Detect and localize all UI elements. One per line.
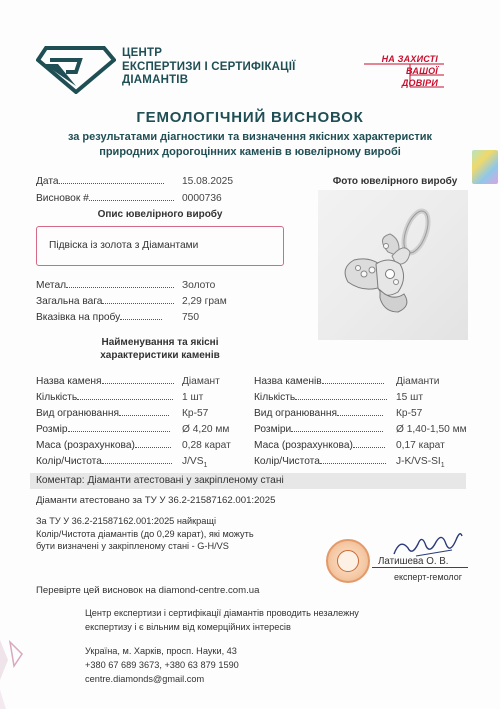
stone-mass-label: Маса (розрахункова) bbox=[36, 440, 135, 451]
certified-text: Діаманти атестовано за ТУ У 36.2-21587162.001:2025 bbox=[36, 495, 276, 506]
stones2-mass-label: Маса (розрахункова) bbox=[254, 440, 353, 451]
stone-name-value: Діамант bbox=[182, 376, 220, 387]
stones2-qty-value: 15 шт bbox=[396, 392, 424, 403]
badge-line2: ВАШОЇ bbox=[406, 66, 438, 76]
note-line1: За ТУ У 36.2-21587162.001:2025 найкращі bbox=[36, 516, 216, 526]
seal-stamp-icon bbox=[326, 539, 370, 583]
hallmark-row bbox=[36, 312, 162, 323]
stones2-cut-label: Вид огранювання bbox=[254, 408, 337, 419]
stone-mass-row bbox=[36, 440, 171, 451]
stone-cut-row bbox=[36, 408, 169, 419]
stone-qty-label: Кількість bbox=[36, 392, 78, 403]
stone-color-row bbox=[36, 456, 172, 467]
hallmark-value: 750 bbox=[182, 312, 199, 323]
stones2-size-row bbox=[254, 424, 383, 435]
org-name-line1: ЦЕНТР bbox=[122, 47, 163, 59]
stone-color-value-wrap bbox=[182, 456, 207, 469]
description-box bbox=[36, 226, 284, 266]
badge-line3: ДОВІРИ bbox=[401, 78, 438, 88]
stones2-name-row bbox=[254, 376, 384, 387]
date-value: 15.08.2025 bbox=[182, 176, 233, 187]
stone-cut-label: Вид огранювання bbox=[36, 408, 119, 419]
note-line2: Колір/Чистота діамантів (до 0,29 карат), які можуть bbox=[36, 528, 254, 539]
stones2-size-value: Ø 1,40-1,50 мм bbox=[396, 424, 467, 435]
stones2-color-value: J-K/VS-SI bbox=[396, 456, 441, 467]
weight-value: 2,29 грам bbox=[182, 296, 227, 307]
stones-heading-line1: Найменування та якісні bbox=[101, 337, 219, 348]
stones2-color-sub: 1 bbox=[440, 462, 445, 470]
stone-color-sub: 1 bbox=[203, 462, 208, 470]
stones2-color-row bbox=[254, 456, 386, 467]
stone-mass-value: 0,28 карат bbox=[182, 440, 231, 451]
stones2-size-label: Розміри bbox=[254, 424, 292, 435]
comment-text: Коментар: Діаманти атестовані у закріпленому стані bbox=[36, 475, 284, 486]
number-row bbox=[36, 193, 174, 204]
signature-line bbox=[372, 567, 468, 568]
number-label: Висновок # bbox=[36, 193, 89, 204]
footer-line2: експертизу і є вільним від комерційних інтересів bbox=[85, 622, 291, 632]
date-row bbox=[36, 176, 164, 187]
subtitle-line1: за результатами діагностики та визначення якісних характеристик bbox=[67, 131, 433, 143]
date-label: Дата bbox=[36, 176, 59, 187]
stones2-mass-value: 0,17 карат bbox=[396, 440, 445, 451]
jewelry-photo bbox=[318, 190, 468, 340]
metal-value: Золото bbox=[182, 280, 216, 291]
trust-badge bbox=[358, 52, 446, 90]
diamond-logo-icon bbox=[36, 42, 116, 94]
photo-heading: Фото ювелірного виробу bbox=[332, 176, 458, 187]
hallmark-label: Вказівка на пробу bbox=[36, 312, 121, 323]
org-name bbox=[122, 47, 296, 88]
badge-line1: НА ЗАХИСТІ bbox=[381, 54, 438, 64]
note-block bbox=[36, 515, 254, 553]
stones2-name-value: Діаманти bbox=[396, 376, 440, 387]
stones2-color-label: Колір/Чистота bbox=[254, 456, 320, 467]
stone-name-row bbox=[36, 376, 174, 387]
stones2-cut-value: Кр-57 bbox=[396, 408, 423, 419]
stone-color-value: J/VS bbox=[182, 456, 204, 467]
footer-phones: +380 67 689 3673, +380 63 879 1590 bbox=[85, 660, 239, 670]
number-value: 0000736 bbox=[182, 193, 222, 204]
note-line3: бути визначені у закріпленому стані - G-H/VS bbox=[36, 541, 229, 551]
signer-title: експерт-гемолог bbox=[394, 572, 463, 582]
description-heading: Опис ювелірного виробу bbox=[97, 209, 223, 220]
org-name-line3: ДІАМАНТІВ bbox=[122, 74, 189, 86]
badge-underline-icon bbox=[364, 63, 444, 91]
document-subtitle bbox=[0, 130, 500, 160]
verify-text: Перевірте цей висновок на diamond-centre.com.ua bbox=[36, 585, 260, 596]
stones2-mass-row bbox=[254, 440, 385, 451]
stone-size-value: Ø 4,20 мм bbox=[182, 424, 230, 435]
stones2-name-label: Назва каменів bbox=[254, 376, 322, 387]
stones-heading bbox=[36, 336, 284, 362]
metal-label: Метал bbox=[36, 280, 67, 291]
subtitle-line2: природних дорогоцінних каменів в ювелірному виробі bbox=[99, 146, 401, 158]
decorative-diamond-icon bbox=[0, 620, 40, 709]
footer-line1: Центр експертизи і сертифікації діамантів проводить незалежну bbox=[85, 608, 359, 618]
footer-block bbox=[85, 606, 359, 686]
stones-heading-line2: характеристики каменів bbox=[100, 350, 220, 361]
weight-row bbox=[36, 296, 174, 307]
stone-size-row bbox=[36, 424, 170, 435]
description-value: Підвіска із золота з Діамантами bbox=[49, 240, 199, 251]
weight-label: Загальна вага bbox=[36, 296, 103, 307]
document-title: ГЕМОЛОГІЧНИЙ ВИСНОВОК bbox=[136, 109, 364, 126]
stone-size-label: Розмір bbox=[36, 424, 68, 435]
stone-name-label: Назва каменя bbox=[36, 376, 102, 387]
metal-row bbox=[36, 280, 174, 291]
stones2-qty-label: Кількість bbox=[254, 392, 296, 403]
pendant-image bbox=[318, 190, 468, 340]
stones2-color-value-wrap bbox=[396, 456, 445, 469]
stone-cut-value: Кр-57 bbox=[182, 408, 209, 419]
footer-email: centre.diamonds@gmail.com bbox=[85, 674, 205, 684]
stones2-qty-row bbox=[254, 392, 387, 403]
stone-color-label: Колір/Чистота bbox=[36, 456, 102, 467]
stones2-cut-row bbox=[254, 408, 383, 419]
stone-qty-value: 1 шт bbox=[182, 392, 204, 403]
org-name-line2: ЕКСПЕРТИЗИ І СЕРТИФІКАЦІЇ bbox=[122, 60, 296, 73]
footer-address: Україна, м. Харків, просп. Науки, 43 bbox=[85, 646, 237, 656]
signer-name: Латишева О. В. bbox=[378, 556, 449, 567]
stone-qty-row bbox=[36, 392, 173, 403]
